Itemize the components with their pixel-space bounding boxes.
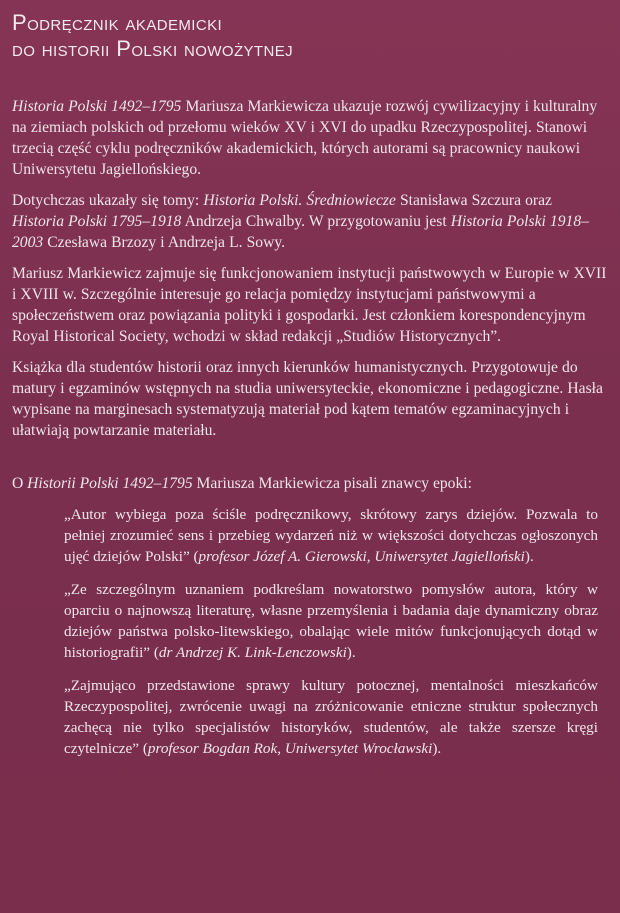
intro-title: Historii Polski 1492–1795 [27,475,193,492]
quote-end: ). [346,644,356,661]
quote-text: „Ze szczególnym uznaniem podkreślam nowatorstwo pomysłów autora, który w oparciu o najnowszą literaturę, własne przemyślenia i badania daje dynamiczny obraz dziejów państwa polsko-litewskiego, obalając wiele mitów funkcjonujących dotąd w historiografii” ( [64,581,598,661]
p2-text-3: Andrzeja Chwalby. W przygotowaniu jest [181,213,451,230]
p2-text-4: Czesława Brzozy i Andrzeja L. Sowy. [43,234,286,251]
p2-text-2: Stanisława Szczura oraz [395,192,552,209]
quote-author: profesor Józef A. Gierowski, Uniwersytet Jagielloński [198,548,525,565]
quote-text: „Autor wybiega poza ściśle podręcznikowy, skrótowy zarys dziejów. Pozwala to pełniej zrozumieć sens i przebieg wydarzeń niż w większości dotychczas ogłoszonych ujęć dziejów Polski” ( [64,506,598,565]
quote-author: dr Andrzej K. Link-Lenczowski [158,644,347,661]
reviews-intro [12,473,608,494]
p2-title-1: Historia Polski. Średniowiecze [203,192,396,209]
paragraph-1-text: Mariusza Markiewicza ukazuje rozwój cywilizacyjny i kulturalny na ziemiach polskich od przełomu wieków XV i XVI do upadku Rzeczypospolitej. Stanowi trzecią część cyklu podręczników akademickich, których autorami są pracownicy naukowi Uniwersytetu Jagiellońskiego. [12,98,598,178]
book-title: Historia Polski 1492–1795 [12,98,182,115]
intro-text-1: O [12,475,28,492]
p2-title-3: Historia Polski 1918–2003 [12,213,589,251]
intro-text-2: Mariusza Markiewicza pisali znawcy epoki: [192,475,472,492]
paragraph-3: Mariusz Markiewicz zajmuje się funkcjonowaniem instytucji państwowych w Europie w XVII i XVIII w. Szczególnie interesuje go relacja pomiędzy instytucjami państwowymi a społeczeństwem oraz powiązania polityki i gospodarki. Jest członkiem korespondencyjnym Royal Historical Society, wchodzi w skład redakcji „Studiów Historycznych”. [12,265,607,345]
review-quote-3 [64,675,598,759]
paragraph-4: Książka dla studentów historii oraz innych kierunków humanistycznych. Przygotowuje do matury i egzaminów wstępnych na studia uniwersyteckie, ekonomiczne i pedagogiczne. Hasła wypisane na marginesach systematyzują materiał pod kątem tematów egzaminacyjnych i ułatwiają powtarzanie materiału. [12,359,603,439]
title-line-2: do historii Polski nowożytnej [12,36,294,61]
spacer [12,451,608,473]
quote-author: profesor Bogdan Rok, Uniwersytet Wrocławski [147,740,433,757]
p2-text-1: Dotychczas ukazały się tomy: [12,192,204,209]
review-quote-2 [64,579,598,663]
page-title [12,10,608,62]
p2-title-2: Historia Polski 1795–1918 [12,213,182,230]
review-quote-1 [64,504,598,567]
quote-text: „Zajmująco przedstawione sprawy kultury potocznej, mentalności mieszkańców Rzeczypospolitej, zwrócenie uwagi na zróżnicowanie etniczne struktur społecznych zachęcą nie tylko specjalistów historyków, studentów, ale także szersze kręgi czytelnicze” ( [64,677,598,757]
quote-end: ). [524,548,534,565]
title-line-1: Podręcznik akademicki [12,10,223,35]
paragraph-2 [12,190,608,253]
quote-end: ). [432,740,442,757]
paragraph-1 [12,96,608,180]
